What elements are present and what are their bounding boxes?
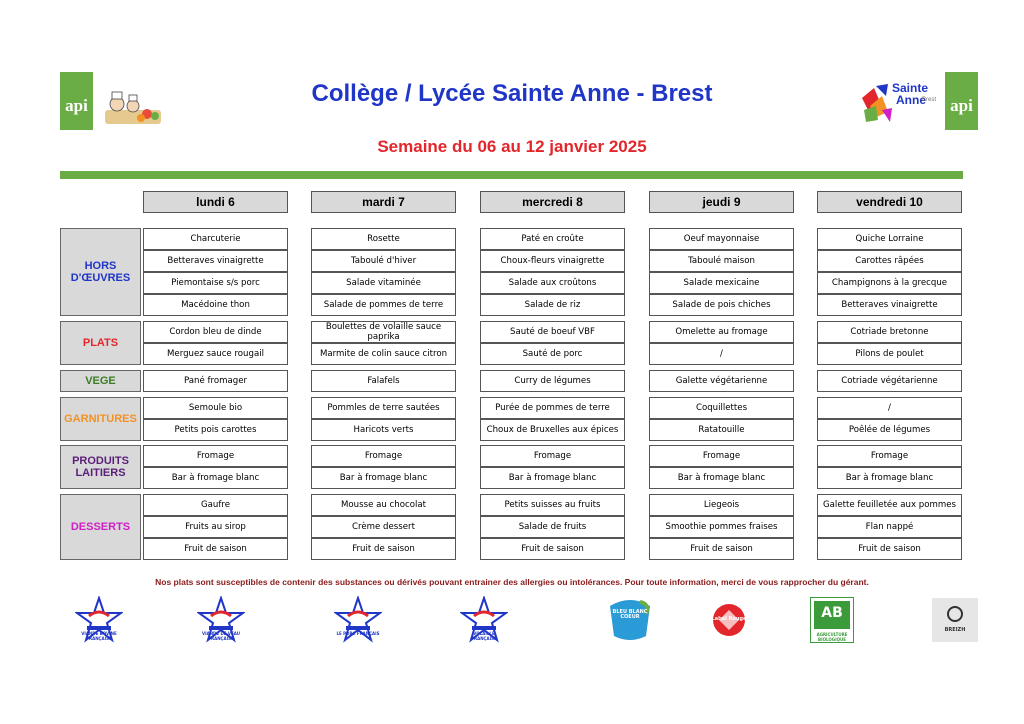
agriculture-biologique-icon — [808, 596, 856, 644]
day-header: mardi 7 — [311, 191, 456, 213]
dish-cell: Fromage — [480, 445, 625, 467]
dish-cell: Fromage — [143, 445, 288, 467]
dish-cell: Coquillettes — [649, 397, 794, 419]
dish-cell: Boulettes de volaille sauce paprika — [311, 321, 456, 343]
dish-cell: Fruit de saison — [480, 538, 625, 560]
category-label: PLATS — [60, 321, 141, 365]
school-logo-line2: Anne — [896, 93, 926, 107]
dish-cell: Falafels — [311, 370, 456, 392]
dish-cell: Liegeois — [649, 494, 794, 516]
viande-bovine-francaise-icon — [75, 596, 123, 644]
dish-cell: Taboulé maison — [649, 250, 794, 272]
dish-cell: Salade aux croûtons — [480, 272, 625, 294]
day-header: mercredi 8 — [480, 191, 625, 213]
dish-cell: Fromage — [649, 445, 794, 467]
dish-cell: Quiche Lorraine — [817, 228, 962, 250]
dish-cell: Poêlée de légumes — [817, 419, 962, 441]
day-header: jeudi 9 — [649, 191, 794, 213]
label-text: BLEU BLANC COEUR — [612, 609, 648, 620]
label-text: VOLAILLE FRANÇAISE — [471, 631, 497, 641]
label-rouge-icon — [705, 596, 753, 644]
label-text: AB — [821, 605, 843, 621]
dish-cell: Piemontaise s/s porc — [143, 272, 288, 294]
label-text: LE PORC FRANÇAIS — [336, 631, 380, 636]
dish-cell: Fromage — [311, 445, 456, 467]
dish-cell: Marmite de colin sauce citron — [311, 343, 456, 365]
dish-cell: Fruit de saison — [817, 538, 962, 560]
dish-cell: Betteraves vinaigrette — [817, 294, 962, 316]
dish-cell: Salade de riz — [480, 294, 625, 316]
dish-cell: Rosette — [311, 228, 456, 250]
category-label: GARNITURES — [60, 397, 141, 441]
category-label: VEGE — [60, 370, 141, 392]
volaille-francaise-icon — [460, 596, 508, 644]
dish-cell: Fruit de saison — [649, 538, 794, 560]
dish-cell: Choux de Bruxelles aux épices — [480, 419, 625, 441]
dish-cell: Haricots verts — [311, 419, 456, 441]
dish-cell: Choux-fleurs vinaigrette — [480, 250, 625, 272]
dish-cell: Taboulé d'hiver — [311, 250, 456, 272]
dish-cell: Smoothie pommes fraises — [649, 516, 794, 538]
dish-cell: Ratatouille — [649, 419, 794, 441]
dish-cell: Oeuf mayonnaise — [649, 228, 794, 250]
dish-cell: Mousse au chocolat — [311, 494, 456, 516]
dish-cell: Petits suisses au fruits — [480, 494, 625, 516]
dish-cell: Galette feuilletée aux pommes — [817, 494, 962, 516]
dish-cell: Salade mexicaine — [649, 272, 794, 294]
dish-cell: Semoule bio — [143, 397, 288, 419]
school-logo-line1: Sainte — [892, 81, 929, 95]
dish-cell: Fruit de saison — [311, 538, 456, 560]
allergy-notice: Nos plats sont susceptibles de contenir des substances ou dérivés pouvant entrainer des allergies ou intolérances. Pour toute information, merci de vous rapprocher du gérant. — [155, 577, 869, 587]
dish-cell: Cotriade bretonne — [817, 321, 962, 343]
category-label: HORS D'ŒUVRES — [60, 228, 141, 316]
dish-cell: Salade vitaminée — [311, 272, 456, 294]
dish-cell: Omelette au fromage — [649, 321, 794, 343]
api-logo-text-right: api — [950, 96, 973, 115]
page-title: Collège / Lycée Sainte Anne - Brest — [311, 80, 713, 107]
dish-cell: Curry de légumes — [480, 370, 625, 392]
label-subtext: AGRICULTURE BIOLOGIQUE — [816, 632, 848, 642]
dish-cell: Bar à fromage blanc — [143, 467, 288, 489]
dish-cell: / — [649, 343, 794, 365]
label-text: VIANDE BOVINE FRANÇAISE — [81, 631, 117, 641]
dish-cell: Fromage — [817, 445, 962, 467]
day-header: lundi 6 — [143, 191, 288, 213]
school-logo-city: Brest — [922, 97, 937, 103]
dish-cell: Bar à fromage blanc — [649, 467, 794, 489]
dish-cell: Bar à fromage blanc — [817, 467, 962, 489]
dish-cell: / — [817, 397, 962, 419]
dish-cell: Pilons de poulet — [817, 343, 962, 365]
category-label: PRODUITS LAITIERS — [60, 445, 141, 489]
dish-cell: Fruit de saison — [143, 538, 288, 560]
dish-cell: Salade de pois chiches — [649, 294, 794, 316]
dish-cell: Bar à fromage blanc — [480, 467, 625, 489]
breizh-icon — [931, 596, 979, 644]
bleu-blanc-coeur-icon — [606, 596, 654, 644]
label-text: BREIZH — [944, 627, 966, 633]
dish-cell: Merguez sauce rougail — [143, 343, 288, 365]
dish-cell: Bar à fromage blanc — [311, 467, 456, 489]
dish-cell: Galette végétarienne — [649, 370, 794, 392]
dish-cell: Salade de pommes de terre — [311, 294, 456, 316]
dish-cell: Crème dessert — [311, 516, 456, 538]
dish-cell: Flan nappé — [817, 516, 962, 538]
day-header: vendredi 10 — [817, 191, 962, 213]
dish-cell: Pommles de terre sautées — [311, 397, 456, 419]
dish-cell: Petits pois carottes — [143, 419, 288, 441]
label-text: Label Rouge — [711, 616, 747, 622]
dish-cell: Pané fromager — [143, 370, 288, 392]
api-logo-text: api — [65, 96, 88, 115]
category-label: DESSERTS — [60, 494, 141, 560]
dish-cell: Charcuterie — [143, 228, 288, 250]
le-porc-francais-icon — [334, 596, 382, 644]
dish-cell: Purée de pommes de terre — [480, 397, 625, 419]
week-subtitle: Semaine du 06 au 12 janvier 2025 — [377, 137, 647, 156]
dish-cell: Sauté de boeuf VBF — [480, 321, 625, 343]
dish-cell: Macédoine thon — [143, 294, 288, 316]
dish-cell: Carottes râpées — [817, 250, 962, 272]
dish-cell: Sauté de porc — [480, 343, 625, 365]
dish-cell: Cotriade végétarienne — [817, 370, 962, 392]
dish-cell: Cordon bleu de dinde — [143, 321, 288, 343]
viande-de-veau-francaise-icon — [197, 596, 245, 644]
dish-cell: Salade de fruits — [480, 516, 625, 538]
label-text: VIANDE DE VEAU FRANÇAISE — [202, 631, 240, 641]
dish-cell: Fruits au sirop — [143, 516, 288, 538]
header-divider — [60, 171, 963, 179]
dish-cell: Betteraves vinaigrette — [143, 250, 288, 272]
dish-cell: Paté en croûte — [480, 228, 625, 250]
dish-cell: Champignons à la grecque — [817, 272, 962, 294]
dish-cell: Gaufre — [143, 494, 288, 516]
